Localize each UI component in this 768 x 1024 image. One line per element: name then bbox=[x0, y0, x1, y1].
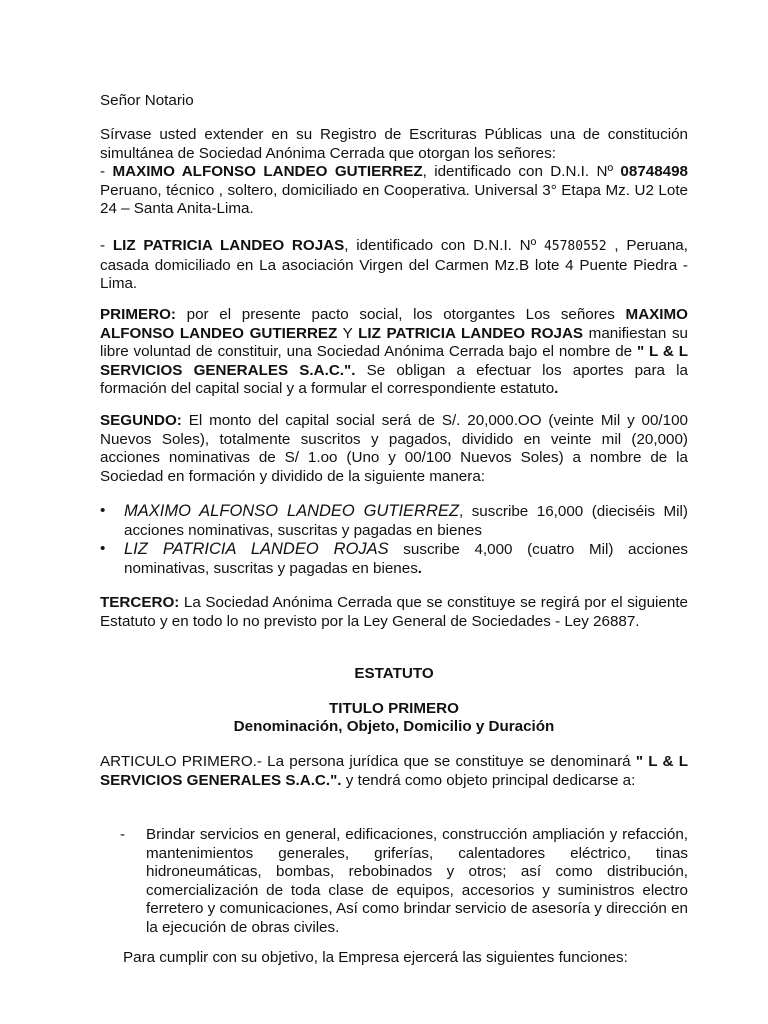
tercero-text: La Sociedad Anónima Cerrada que se constituye se regirá por el siguiente Estatuto y en todo lo no previsto por la Ley General de Sociedades - Ley 26887. bbox=[100, 594, 688, 630]
segundo-label: SEGUNDO: bbox=[100, 412, 182, 429]
primero-end: . bbox=[554, 380, 559, 398]
titulo-heading: TITULO PRIMERO bbox=[329, 700, 459, 717]
articulo-text-2: y tendrá como objeto principal dedicarse a: bbox=[345, 771, 636, 789]
share-end: . bbox=[417, 559, 423, 577]
salutation: Señor Notario bbox=[100, 92, 194, 109]
primero-name-1: MAXIMO ALFONSO LANDEO GUTIERREZ bbox=[100, 306, 688, 342]
objeto-text: Brindar servicios en general, edificaciones, construcción ampliación y refacción, mantenimientos generales, griferías, calentadores eléctrico, tinas hidroneumáticas, bombas, rebobinados y otros; así como distribución, comercialización de toda clase de equipos, accesorios y suministros electro ferretero y comunicaciones, Así como brindar servicio de asesoría y dirección en la ejecución de obras civiles. bbox=[146, 826, 688, 936]
segundo-paragraph bbox=[100, 412, 688, 486]
share-item bbox=[100, 502, 688, 540]
share-holder-name: MAXIMO ALFONSO LANDEO GUTIERREZ bbox=[124, 502, 459, 520]
objeto-item bbox=[120, 826, 688, 938]
primero-label: PRIMERO: bbox=[100, 306, 176, 323]
share-text: , suscribe 16,000 (dieciséis Mil) acciones nominativas, suscritas y pagadas en bienes bbox=[124, 503, 688, 539]
articulo-text-1: ARTICULO PRIMERO.- La persona jurídica que se constituye se denominará bbox=[100, 753, 631, 770]
articulo-primero-paragraph bbox=[100, 753, 688, 790]
share-text: suscribe 4,000 (cuatro Mil) acciones nominativas, suscritas y pagadas en bienes bbox=[124, 541, 688, 577]
articulo-company: " L & L SERVICIOS GENERALES S.A.C.". bbox=[100, 753, 688, 789]
tercero-label: TERCERO: bbox=[100, 594, 180, 611]
primero-paragraph bbox=[100, 306, 688, 399]
share-item bbox=[100, 540, 688, 578]
intro-text: Sírvase usted extender en su Registro de Escrituras Públicas una de constitución simultánea de Sociedad Anónima Cerrada que otorgan los señores: bbox=[100, 126, 688, 162]
primero-text-3: Se obligan a efectuar los aportes para la formación del capital social y a formular el correspondiente estatuto bbox=[100, 361, 688, 398]
person1-dni: 08748498 bbox=[620, 163, 688, 181]
share-holder-name: LIZ PATRICIA LANDEO ROJAS bbox=[124, 540, 389, 558]
person2-id-text: , identificado con D.N.I. Nº bbox=[344, 237, 537, 254]
primero-company: " L & L SERVICIOS GENERALES S.A.C.". bbox=[100, 343, 688, 379]
objeto-dash: - bbox=[120, 826, 126, 843]
person1-id-text: , identificado con D.N.I. Nº bbox=[422, 163, 614, 181]
titulo-subheading: Denominación, Objeto, Domicilio y Duración bbox=[233, 718, 555, 735]
estatuto-heading: ESTATUTO bbox=[354, 665, 434, 682]
person2-dash: - bbox=[100, 237, 106, 254]
person2-details: , Peruana, casada domiciliado en La asociación Virgen del Carmen Mz.B lote 4 Puente Piedra -Lima. bbox=[100, 237, 688, 293]
intro-paragraph bbox=[100, 126, 688, 219]
person2-paragraph bbox=[100, 237, 688, 294]
primero-conjunction: Y bbox=[342, 324, 353, 342]
person1-dash: - bbox=[100, 163, 106, 181]
segundo-text: El monto del capital social será de S/. 20,000.OO (veinte Mil y 00/100 Nuevos Soles), totalmente suscritos y pagados, dividido en veinte mil (20,000) acciones nominativas de S/ 1.oo (Uno y 00/100 Nuevos Soles) a nombre de la Sociedad en formación y dividido de la siguiente manera: bbox=[100, 412, 688, 485]
person1-name: MAXIMO ALFONSO LANDEO GUTIERREZ bbox=[112, 163, 423, 181]
primero-text-1: por el presente pacto social, los otorgantes Los señores bbox=[186, 306, 615, 323]
bullet-icon: • bbox=[100, 502, 106, 519]
primero-text-2: manifiestan su libre voluntad de constituir, una Sociedad Anónima Cerrada bajo el nombre de bbox=[100, 324, 688, 361]
primero-name-2: LIZ PATRICIA LANDEO ROJAS bbox=[358, 324, 584, 342]
person1-details: Peruano, técnico , soltero, domiciliado en Cooperativa. Universal 3° Etapa Mz. U2 Lote 24 – Santa Anita-Lima. bbox=[100, 181, 688, 218]
person2-name: LIZ PATRICIA LANDEO ROJAS bbox=[112, 237, 345, 254]
bullet-icon: • bbox=[100, 540, 106, 557]
person2-dni: 45780552 bbox=[543, 239, 607, 254]
closing-paragraph: Para cumplir con su objetivo, la Empresa ejercerá las siguientes funciones: bbox=[123, 949, 628, 966]
tercero-paragraph bbox=[100, 594, 688, 631]
